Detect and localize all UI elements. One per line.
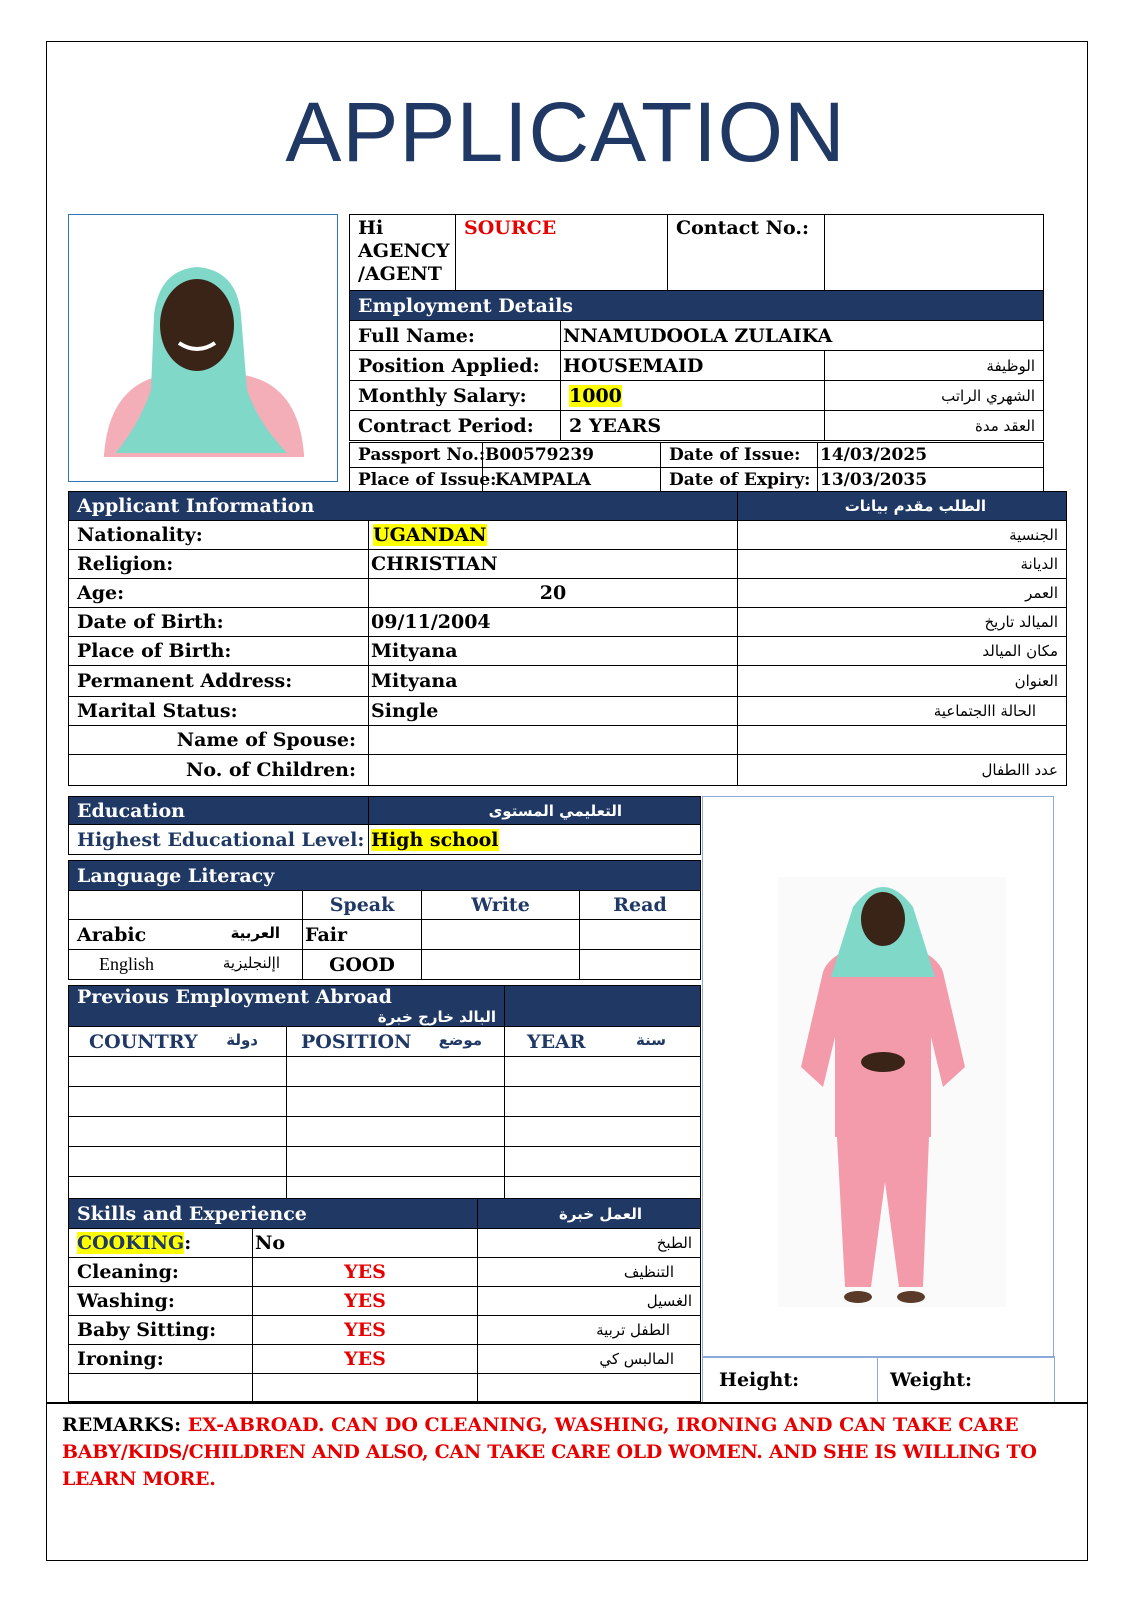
employment-table	[349, 214, 1044, 441]
cooking-label: COOKING	[77, 1232, 185, 1254]
body-measure-table	[702, 1356, 1055, 1403]
age-value: 20	[369, 579, 738, 608]
english-write	[422, 950, 580, 980]
table-row	[69, 950, 701, 980]
previous-heading	[69, 986, 505, 1027]
position-header: POSITION	[301, 1030, 412, 1053]
place-issue-value: KAMPALA	[483, 468, 661, 493]
position-label: Position Applied:	[350, 351, 561, 381]
speak-header: Speak	[303, 891, 422, 920]
baby-sitting-label: Baby Sitting:	[69, 1316, 253, 1345]
table-row	[69, 755, 1067, 786]
applicant-heading: Applicant Information	[69, 492, 738, 521]
ironing-label: Ironing:	[69, 1345, 253, 1374]
spouse-ar	[738, 726, 1067, 755]
table-row	[69, 1258, 701, 1287]
position-ar: الوظيفة	[825, 351, 1044, 381]
dob-value: 09/11/2004	[369, 608, 738, 637]
marital-value: Single	[369, 697, 738, 726]
previous-heading-ar: البالد خارج خبرة	[377, 1008, 497, 1026]
cleaning-value: YES	[253, 1258, 478, 1287]
address-label: Permanent Address:	[69, 666, 369, 697]
portrait-photo	[68, 214, 338, 482]
education-heading-ar: التعليمي المستوى	[369, 797, 701, 825]
cleaning-label: Cleaning:	[69, 1258, 253, 1287]
table-row	[69, 1117, 701, 1147]
pob-label: Place of Birth:	[69, 637, 369, 666]
children-label: No. of Children:	[69, 755, 369, 786]
contract-ar: العقد مدة	[825, 411, 1044, 441]
applicant-heading-ar: الطلب مقدم بيانات	[738, 492, 1067, 521]
ironing-value: YES	[253, 1345, 478, 1374]
table-row	[69, 1287, 701, 1316]
country-header-ar: دولة	[226, 1030, 258, 1049]
pob-ar: مكان الميالد	[738, 637, 1067, 666]
read-header: Read	[580, 891, 701, 920]
dob-label: Date of Birth:	[69, 608, 369, 637]
age-label: Age:	[69, 579, 369, 608]
address-ar: العنوان	[738, 666, 1067, 697]
education-table	[68, 796, 701, 855]
lang-english-ar: اإلنجليزية	[222, 954, 280, 972]
religion-label: Religion:	[69, 550, 369, 579]
spouse-value	[369, 726, 738, 755]
full-body-illustration	[703, 797, 1052, 1356]
nationality-value: UGANDAN	[373, 524, 487, 546]
religion-value: CHRISTIAN	[369, 550, 738, 579]
contract-value: 2 YEARS	[561, 411, 825, 441]
contact-label: Contact No.:	[668, 215, 825, 291]
baby-sitting-value: YES	[253, 1316, 478, 1345]
pob-value: Mityana	[369, 637, 738, 666]
baby-sitting-ar: الطفل تربية	[478, 1316, 701, 1345]
previous-table	[68, 985, 701, 1207]
cleaning-ar: التنظيف	[478, 1258, 701, 1287]
height-label: Height:	[703, 1357, 878, 1403]
english-read	[580, 950, 701, 980]
salary-value: 1000	[569, 384, 622, 407]
previous-heading-text: Previous Employment Abroad	[77, 986, 392, 1008]
table-row	[69, 666, 1067, 697]
place-issue-label: Place of Issue:	[350, 468, 483, 493]
children-value	[369, 755, 738, 786]
source-label: SOURCE	[456, 215, 668, 291]
issue-date-label: Date of Issue:	[661, 443, 818, 468]
passport-no-label: Passport No.:	[350, 443, 483, 468]
position-value: HOUSEMAID	[561, 351, 825, 381]
washing-value: YES	[253, 1287, 478, 1316]
dob-ar: الميالد تاريخ	[738, 608, 1067, 637]
salary-ar: الشهري الراتب	[825, 381, 1044, 411]
position-header-ar: موضع	[438, 1030, 483, 1049]
full-body-photo	[702, 796, 1054, 1358]
page-title: APPLICATION	[285, 85, 846, 179]
table-row	[69, 637, 1067, 666]
ironing-ar: المالبس كي	[478, 1345, 701, 1374]
agent-label: Hi AGENCY /AGENT	[350, 215, 456, 291]
full-name-value: NNAMUDOOLA ZULAIKA	[561, 321, 1044, 351]
address-value: Mityana	[369, 666, 738, 697]
arabic-read	[580, 920, 701, 950]
marital-label: Marital Status:	[69, 697, 369, 726]
table-row	[69, 1316, 701, 1345]
education-level-label: Highest Educational Level:	[69, 825, 369, 855]
table-row	[69, 1087, 701, 1117]
education-level-value: High school	[371, 828, 499, 851]
applicant-table	[68, 491, 1067, 786]
religion-ar: الديانة	[738, 550, 1067, 579]
table-row	[69, 1345, 701, 1374]
passport-no-value: B00579239	[483, 443, 661, 468]
table-row	[69, 1147, 701, 1177]
language-heading: Language Literacy	[69, 861, 701, 891]
expiry-label: Date of Expiry:	[661, 468, 818, 493]
table-row	[69, 920, 701, 950]
lang-english: English	[99, 954, 155, 974]
english-speak: GOOD	[303, 950, 422, 980]
remarks-divider	[46, 1402, 1088, 1404]
table-row	[69, 1374, 701, 1402]
education-heading: Education	[69, 797, 369, 825]
cooking-value: No	[253, 1229, 478, 1258]
table-row	[69, 726, 1067, 755]
passport-table	[349, 442, 1044, 493]
contact-value	[825, 215, 1044, 291]
portrait-illustration	[69, 215, 336, 480]
remarks-block	[62, 1412, 1077, 1493]
skills-table	[68, 1198, 701, 1402]
table-row	[69, 550, 1067, 579]
washing-ar: الغسيل	[478, 1287, 701, 1316]
remarks-line-1: EX-ABROAD. CAN DO CLEANING, WASHING, IRONING AND CAN TAKE CARE	[187, 1414, 1019, 1436]
arabic-speak: Fair	[303, 920, 422, 950]
table-row: COOKING: No الطبخ	[69, 1229, 701, 1258]
write-header: Write	[422, 891, 580, 920]
country-header: COUNTRY	[89, 1030, 198, 1053]
year-header: YEAR	[527, 1030, 586, 1053]
skills-heading-ar: العمل خبرة	[478, 1199, 701, 1229]
expiry-value: 13/03/2035	[818, 468, 1044, 493]
remarks-label: REMARKS:	[62, 1414, 182, 1436]
table-row	[69, 521, 1067, 550]
contract-label: Contract Period:	[350, 411, 561, 441]
table-row	[69, 579, 1067, 608]
age-ar: العمر	[738, 579, 1067, 608]
salary-label: Monthly Salary:	[350, 381, 561, 411]
spouse-label: Name of Spouse:	[69, 726, 369, 755]
cooking-ar: الطبخ	[478, 1229, 701, 1258]
remarks-line-2: BABY/KIDS/CHILDREN AND ALSO, CAN TAKE CARE OLD WOMEN. AND SHE IS WILLING TO LEARN MORE.	[62, 1441, 1037, 1490]
washing-label: Washing:	[69, 1287, 253, 1316]
year-header-ar: سنة	[636, 1030, 667, 1049]
table-row	[69, 608, 1067, 637]
lang-arabic: Arabic	[77, 923, 147, 946]
employment-heading: Employment Details	[350, 291, 1044, 321]
skills-heading: Skills and Experience	[69, 1199, 478, 1229]
nationality-ar: الجنسية	[738, 521, 1067, 550]
issue-date-value: 14/03/2025	[818, 443, 1044, 468]
full-name-label: Full Name:	[350, 321, 561, 351]
weight-label: Weight:	[878, 1357, 1055, 1403]
language-table	[68, 860, 701, 980]
arabic-write	[422, 920, 580, 950]
table-row	[69, 1057, 701, 1087]
marital-ar: الحالة االجتماعية	[738, 697, 1067, 726]
lang-arabic-ar: العربية	[230, 923, 280, 942]
table-row	[69, 697, 1067, 726]
children-ar: عدد االطفال	[738, 755, 1067, 786]
nationality-label: Nationality:	[69, 521, 369, 550]
